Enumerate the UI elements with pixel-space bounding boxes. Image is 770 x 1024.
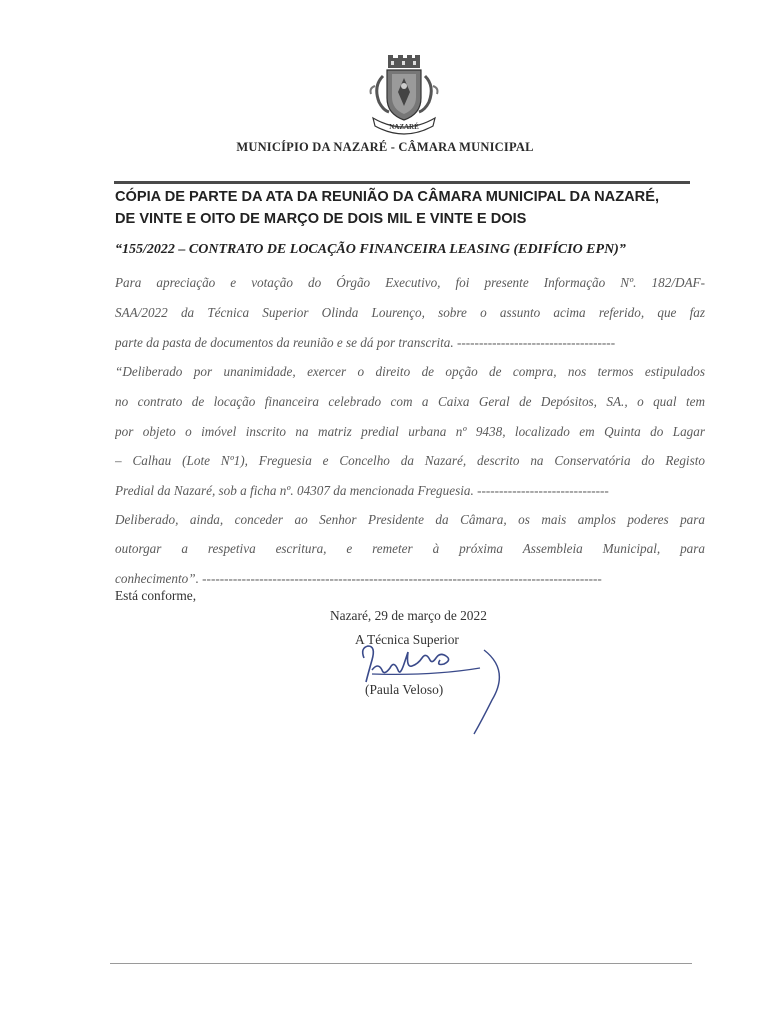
signatory-name: (Paula Veloso)	[365, 682, 444, 697]
body-line: no contrato de locação financeira celebrado com a Caixa Geral de Depósitos, SA., o qual tem	[115, 394, 705, 409]
body-line: – Calhau (Lote Nº1), Freguesia e Concelho da Nazaré, descrito na Conservatória do Registo	[115, 453, 705, 468]
body-line: parte da pasta de documentos da reunião e se dá por transcrita. ------------------------------------	[115, 335, 616, 350]
agenda-item-title: “155/2022 – CONTRATO DE LOCAÇÃO FINANCEIRA LEASING (EDIFÍCIO EPN)”	[115, 242, 626, 257]
body-line: Deliberado, ainda, conceder ao Senhor Presidente da Câmara, os mais amplos poderes para	[115, 512, 705, 527]
body-line: “Deliberado por unanimidade, exercer o direito de opção de compra, nos termos estipulados	[115, 364, 705, 379]
municipal-crest-icon	[355, 52, 453, 138]
signature-role: A Técnica Superior	[355, 632, 459, 647]
body-line: por objeto o imóvel inscrito na matriz predial urbana nº 9438, localizado em Quinta do Lagar	[115, 424, 705, 439]
conformity-statement: Está conforme,	[115, 588, 197, 603]
crest-ribbon-text: NAZARÉ	[389, 123, 419, 131]
body-line: conhecimento”. -------------------------------------------------------------------------------------------	[115, 571, 602, 586]
heading-line-2: DE VINTE E OITO DE MARÇO DE DOIS MIL E VINTE E DOIS	[115, 211, 527, 227]
footer-divider	[110, 963, 692, 964]
municipality-header: MUNICÍPIO DA NAZARÉ - CÂMARA MUNICIPAL	[236, 140, 534, 154]
document-heading	[115, 186, 705, 230]
body-line: Para apreciação e votação do Órgão Executivo, foi presente Informação Nº. 182/DAF-	[115, 275, 705, 290]
body-line: Predial da Nazaré, sob a ficha nº. 04307 da mencionada Freguesia. ------------------------------	[115, 483, 609, 498]
signature-date: Nazaré, 29 de março de 2022	[330, 608, 487, 623]
body-line: outorgar a respetiva escritura, e remeter à próxima Assembleia Municipal, para	[115, 541, 705, 556]
heading-line-1: CÓPIA DE PARTE DA ATA DA REUNIÃO DA CÂMARA MUNICIPAL DA NAZARÉ,	[115, 189, 660, 205]
body-line: SAA/2022 da Técnica Superior Olinda Lourenço, sobre o assunto acima referido, que faz	[115, 305, 705, 320]
top-divider	[114, 181, 690, 184]
